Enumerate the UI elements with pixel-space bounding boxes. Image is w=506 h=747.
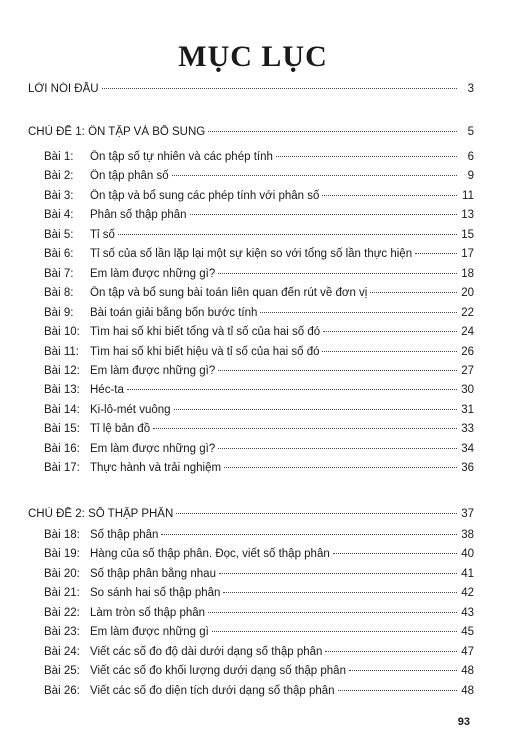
- toc-entry-lesson: [44, 267, 474, 281]
- dot-leader: [223, 592, 457, 593]
- entry-page: 41: [461, 567, 474, 580]
- dot-leader: [172, 175, 457, 176]
- toc-entry-chapter-1: [28, 125, 474, 139]
- entry-page: 48: [461, 684, 474, 697]
- entry-page: 47: [461, 645, 474, 658]
- lesson-number: Bài 20:: [44, 567, 80, 580]
- toc-entry-lesson: [44, 189, 474, 203]
- dot-leader: [322, 351, 457, 352]
- page-title: MỤC LỤC: [178, 40, 328, 73]
- entry-text: Số thập phân: [90, 529, 159, 541]
- entry-text: Ôn tập và bổ sung các phép tính với phân số: [90, 189, 320, 202]
- entry-page: 9: [467, 170, 474, 183]
- entry-page: 20: [461, 287, 474, 300]
- dot-leader: [260, 312, 457, 313]
- entry-text: Bài toán giải bằng bốn bước tính: [90, 306, 258, 319]
- entry-page: 18: [461, 267, 474, 280]
- entry-page: 22: [461, 306, 474, 319]
- toc-entry-chapter-2: [28, 507, 474, 521]
- dot-leader: [190, 214, 457, 215]
- entry-text: Số thập phân bằng nhau: [90, 567, 216, 580]
- dot-leader: [118, 234, 457, 235]
- dot-leader: [218, 273, 457, 274]
- entry-text: Tỉ lệ bản đồ: [90, 423, 151, 436]
- entry-text: CHỦ ĐỀ 1: ÔN TẬP VÀ BỔ SUNG: [28, 126, 206, 138]
- dot-leader: [325, 651, 457, 652]
- lesson-number: Bài 23:: [44, 626, 80, 639]
- entry-text: Làm tròn số thập phân: [90, 606, 206, 619]
- toc-entry-lesson: [44, 625, 474, 639]
- toc-entry-lesson: [44, 247, 474, 261]
- lesson-number: Bài 17:: [44, 462, 80, 475]
- entry-text: CHỦ ĐỀ 2: SỐ THẬP PHÂN: [28, 508, 174, 520]
- entry-text: Viết các số đo độ dài dưới dạng số thập phân: [90, 645, 323, 658]
- entry-text: Tìm hai số khi biết hiệu và tỉ số của hai số đó: [90, 345, 320, 358]
- lesson-number: Bài 7:: [44, 267, 74, 280]
- entry-text: Em làm được những gì?: [90, 442, 216, 455]
- entry-text: Em làm được những gì?: [90, 364, 216, 377]
- toc-entry-lesson: [44, 286, 474, 300]
- entry-text: Ôn tập số tự nhiên và các phép tính: [90, 151, 273, 163]
- entry-page: 17: [461, 248, 474, 261]
- toc-entry-lesson: [44, 442, 474, 456]
- entry-page: 37: [461, 508, 474, 520]
- entry-page: 26: [461, 345, 474, 358]
- entry-page: 34: [461, 442, 474, 455]
- entry-text: Phân số thập phân: [90, 209, 187, 222]
- toc-entry-lesson: [44, 684, 474, 698]
- toc-entry-preface: [28, 82, 474, 96]
- entry-page: 3: [467, 83, 474, 95]
- entry-page: 6: [467, 151, 474, 163]
- toc-entry-lesson: [44, 345, 474, 359]
- lesson-number: Bài 16:: [44, 442, 80, 455]
- toc-entry-lesson: [44, 422, 474, 436]
- entry-page: 15: [461, 228, 474, 241]
- dot-leader: [153, 428, 457, 429]
- entry-page: 48: [461, 665, 474, 678]
- entry-page: 24: [461, 326, 474, 339]
- dot-leader: [349, 670, 457, 671]
- lesson-number: Bài 18:: [44, 529, 80, 541]
- entry-page: 27: [461, 364, 474, 377]
- dot-leader: [208, 131, 457, 132]
- lesson-number: Bài 24:: [44, 645, 80, 658]
- entry-page: 36: [461, 462, 474, 475]
- lesson-number: Bài 15:: [44, 423, 80, 436]
- lesson-number: Bài 19:: [44, 548, 80, 561]
- dot-leader: [224, 467, 457, 468]
- toc-entry-lesson: [44, 364, 474, 378]
- toc-entry-lesson: [44, 547, 474, 561]
- lesson-number: Bài 10:: [44, 326, 80, 339]
- dot-leader: [212, 631, 457, 632]
- dot-leader: [174, 409, 457, 410]
- lesson-number: Bài 14:: [44, 403, 80, 416]
- lesson-number: Bài 6:: [44, 248, 74, 261]
- dot-leader: [276, 156, 457, 157]
- entry-page: 5: [467, 126, 474, 138]
- dot-leader: [208, 612, 457, 613]
- toc-entry-lesson: [44, 150, 474, 164]
- entry-page: 33: [461, 423, 474, 436]
- dot-leader: [161, 534, 457, 535]
- dot-leader: [370, 292, 457, 293]
- toc-entry-lesson: [44, 383, 474, 397]
- entry-page: 45: [461, 626, 474, 639]
- lesson-number: Bài 26:: [44, 684, 80, 697]
- dot-leader: [176, 513, 457, 514]
- dot-leader: [218, 448, 457, 449]
- entry-text: Tìm hai số khi biết tổng và tỉ số của hai số đó: [90, 326, 321, 339]
- lesson-number: Bài 11:: [44, 345, 79, 358]
- entry-text: So sánh hai số thập phân: [90, 587, 221, 600]
- entry-page: 40: [461, 548, 474, 561]
- entry-page: 42: [461, 587, 474, 600]
- toc-entry-lesson: [44, 208, 474, 222]
- entry-text: Em làm được những gì: [90, 626, 209, 639]
- entry-text: Em làm được những gì?: [90, 267, 216, 280]
- toc-entry-lesson: [44, 606, 474, 620]
- entry-text: LỜI NÓI ĐẦU: [28, 83, 99, 95]
- entry-text: Héc-ta: [90, 384, 124, 397]
- entry-text: Ôn tập phân số: [90, 170, 169, 183]
- dot-leader: [127, 389, 457, 390]
- entry-text: Tỉ số: [90, 228, 115, 241]
- entry-page: 13: [461, 209, 474, 222]
- dot-leader: [219, 573, 457, 574]
- lesson-number: Bài 4:: [44, 209, 74, 222]
- dot-leader: [415, 253, 457, 254]
- toc-entry-lesson: [44, 306, 474, 320]
- toc-entry-lesson: [44, 403, 474, 417]
- entry-text: Hàng của số thập phân. Đọc, viết số thập phân: [90, 548, 330, 561]
- lesson-number: Bài 21:: [44, 587, 80, 600]
- entry-text: Viết các số đo diện tích dưới dạng số thập phân: [90, 684, 335, 697]
- entry-page: 43: [461, 606, 474, 619]
- dot-leader: [323, 331, 457, 332]
- toc-entry-lesson: [44, 664, 474, 678]
- entry-text: Tỉ số của số lần lặp lại một sự kiện so với tổng số lần thực hiện: [90, 248, 413, 261]
- page-number: 93: [457, 716, 470, 728]
- toc-entry-lesson: [44, 586, 474, 600]
- entry-page: 30: [461, 384, 474, 397]
- lesson-number: Bài 9:: [44, 306, 74, 319]
- toc-entry-lesson: [44, 228, 474, 242]
- entry-text: Ki-lô-mét vuông: [90, 403, 171, 416]
- dot-leader: [102, 88, 457, 89]
- lesson-number: Bài 3:: [44, 189, 74, 202]
- lesson-number: Bài 1:: [44, 151, 74, 163]
- entry-page: 11: [462, 189, 474, 202]
- toc-entry-lesson: [44, 461, 474, 475]
- lesson-number: Bài 5:: [44, 228, 74, 241]
- toc-entry-lesson: [44, 528, 474, 542]
- entry-text: Viết các số đo khối lượng dưới dạng số thập phân: [90, 665, 346, 678]
- dot-leader: [338, 690, 457, 691]
- dot-leader: [322, 195, 457, 196]
- entry-page: 31: [461, 403, 474, 416]
- lesson-number: Bài 22:: [44, 606, 80, 619]
- entry-text: Thực hành và trải nghiệm: [90, 462, 222, 475]
- toc-entry-lesson: [44, 567, 474, 581]
- toc-entry-lesson: [44, 325, 474, 339]
- entry-page: 38: [461, 529, 474, 541]
- lesson-number: Bài 2:: [44, 170, 74, 183]
- dot-leader: [333, 553, 457, 554]
- entry-text: Ôn tập và bổ sung bài toán liên quan đến rút về đơn vị: [90, 287, 368, 300]
- dot-leader: [218, 370, 457, 371]
- lesson-number: Bài 25:: [44, 665, 80, 678]
- lesson-number: Bài 8:: [44, 287, 74, 300]
- lesson-number: Bài 13:: [44, 384, 80, 397]
- toc-entry-lesson: [44, 645, 474, 659]
- toc-entry-lesson: [44, 169, 474, 183]
- lesson-number: Bài 12:: [44, 364, 80, 377]
